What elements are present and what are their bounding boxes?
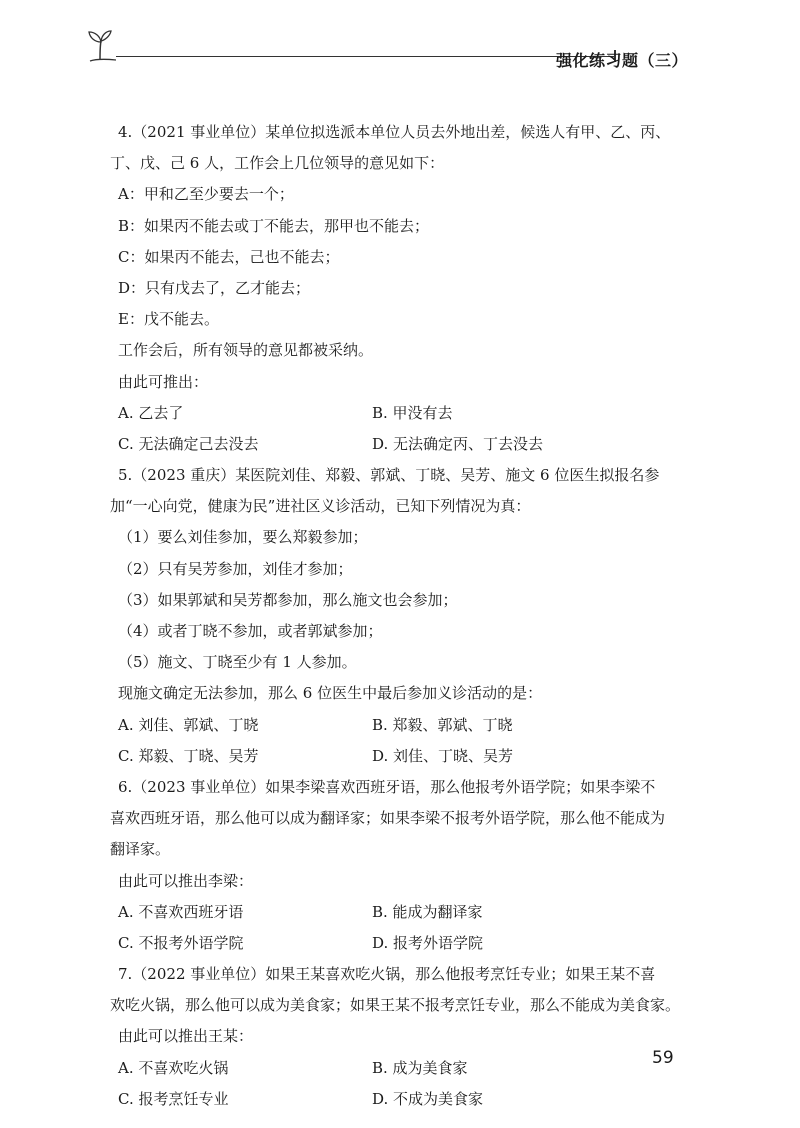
condition-line: 工作会后，所有领导的意见都被采纳。 (118, 341, 374, 360)
question-stem-line: 欢吃火锅，那么他可以成为美食家；如果王某不报考烹饪专业，那么不能成为美食家。 (110, 996, 681, 1015)
answer-option: C. 不报考外语学院 (118, 933, 244, 952)
question-list (110, 117, 690, 1115)
condition-line: （1）要么刘佳参加，要么郑毅参加； (118, 528, 368, 547)
question-prompt: 由此可以推出李梁： (118, 871, 254, 890)
option-row (110, 741, 690, 772)
option-row (110, 429, 690, 460)
answer-option: B. 甲没有去 (372, 403, 453, 422)
page-header (86, 26, 688, 76)
question-stem-line: 5.（2023 重庆）某医院刘佳、郑毅、郭斌、丁晓、吴芳、施文 6 位医生拟报名参 (118, 466, 660, 485)
answer-option: D. 刘佳、丁晓、吴芳 (372, 746, 514, 765)
condition-line: （2）只有吴芳参加，刘佳才参加； (118, 559, 353, 578)
question-stem-line: 4.（2021 事业单位）某单位拟选派本单位人员去外地出差，候选人有甲、乙、丙、 (118, 123, 671, 141)
condition-line: （5）施文、丁晓至少有 1 人参加。 (118, 653, 357, 672)
answer-option: D. 不成为美食家 (372, 1089, 484, 1108)
answer-option: A. 不喜欢西班牙语 (118, 902, 244, 921)
answer-option: A. 不喜欢吃火锅 (118, 1058, 229, 1077)
answer-option: A. 乙去了 (118, 403, 184, 422)
question-block (110, 117, 690, 460)
question-stem-line: 喜欢西班牙语，那么他可以成为翻译家；如果李梁不报考外语学院，那么他不能成为 (110, 809, 666, 828)
condition-line: A：甲和乙至少要去一个； (118, 185, 294, 204)
condition-line: B：如果丙不能去或丁不能去，那甲也不能去； (118, 216, 430, 235)
question-prompt: 由此可以推出王某： (118, 1027, 254, 1046)
condition-line: （4）或者丁晓不参加，或者郭斌参加； (118, 622, 383, 640)
answer-option: A. 刘佳、郭斌、丁晓 (118, 715, 259, 734)
condition-line: C：如果丙不能去，己也不能去； (118, 247, 340, 266)
condition-line: （3）如果郭斌和吴芳都参加，那么施文也会参加； (118, 590, 458, 609)
option-row (110, 398, 690, 429)
option-row (110, 928, 690, 959)
answer-option: B. 郑毅、郭斌、丁晓 (372, 715, 513, 734)
question-block (110, 959, 690, 1115)
question-stem-line: 丁、戊、己 6 人，工作会上几位领导的意见如下： (110, 154, 445, 173)
question-block (110, 772, 690, 959)
answer-option: C. 报考烹饪专业 (118, 1089, 229, 1108)
condition-line: D：只有戊去了，乙才能去； (118, 278, 311, 297)
question-prompt: 由此可推出： (118, 372, 209, 391)
answer-option: C. 无法确定己去没去 (118, 434, 259, 453)
answer-option: C. 郑毅、丁晓、吴芳 (118, 746, 259, 765)
answer-option: B. 成为美食家 (372, 1058, 468, 1077)
question-stem-line: 加“一心向党，健康为民”进社区义诊活动，已知下列情况为真： (110, 497, 531, 516)
option-row (110, 710, 690, 741)
question-prompt: 现施文确定无法参加，那么 6 位医生中最后参加义诊活动的是： (118, 684, 543, 703)
answer-option: D. 报考外语学院 (372, 933, 484, 952)
sprout-icon (86, 28, 116, 62)
answer-option: B. 能成为翻译家 (372, 902, 483, 921)
answer-option: D. 无法确定丙、丁去没去 (372, 434, 544, 453)
option-row (110, 897, 690, 928)
section-title: 强化练习题（三） (555, 51, 688, 70)
page-number: 59 (652, 1048, 674, 1068)
option-row (110, 1053, 690, 1084)
question-stem-line: 翻译家。 (110, 840, 171, 859)
question-stem-line: 6.（2023 事业单位）如果李梁喜欢西班牙语，那么他报考外语学院；如果李梁不 (118, 777, 656, 796)
question-stem-line: 7.（2022 事业单位）如果王某喜欢吃火锅，那么他报考烹饪专业；如果王某不喜 (118, 965, 656, 984)
question-block (110, 460, 690, 772)
option-row (110, 1084, 690, 1115)
header-rule (116, 56, 614, 57)
condition-line: E：戊不能去。 (118, 310, 219, 329)
